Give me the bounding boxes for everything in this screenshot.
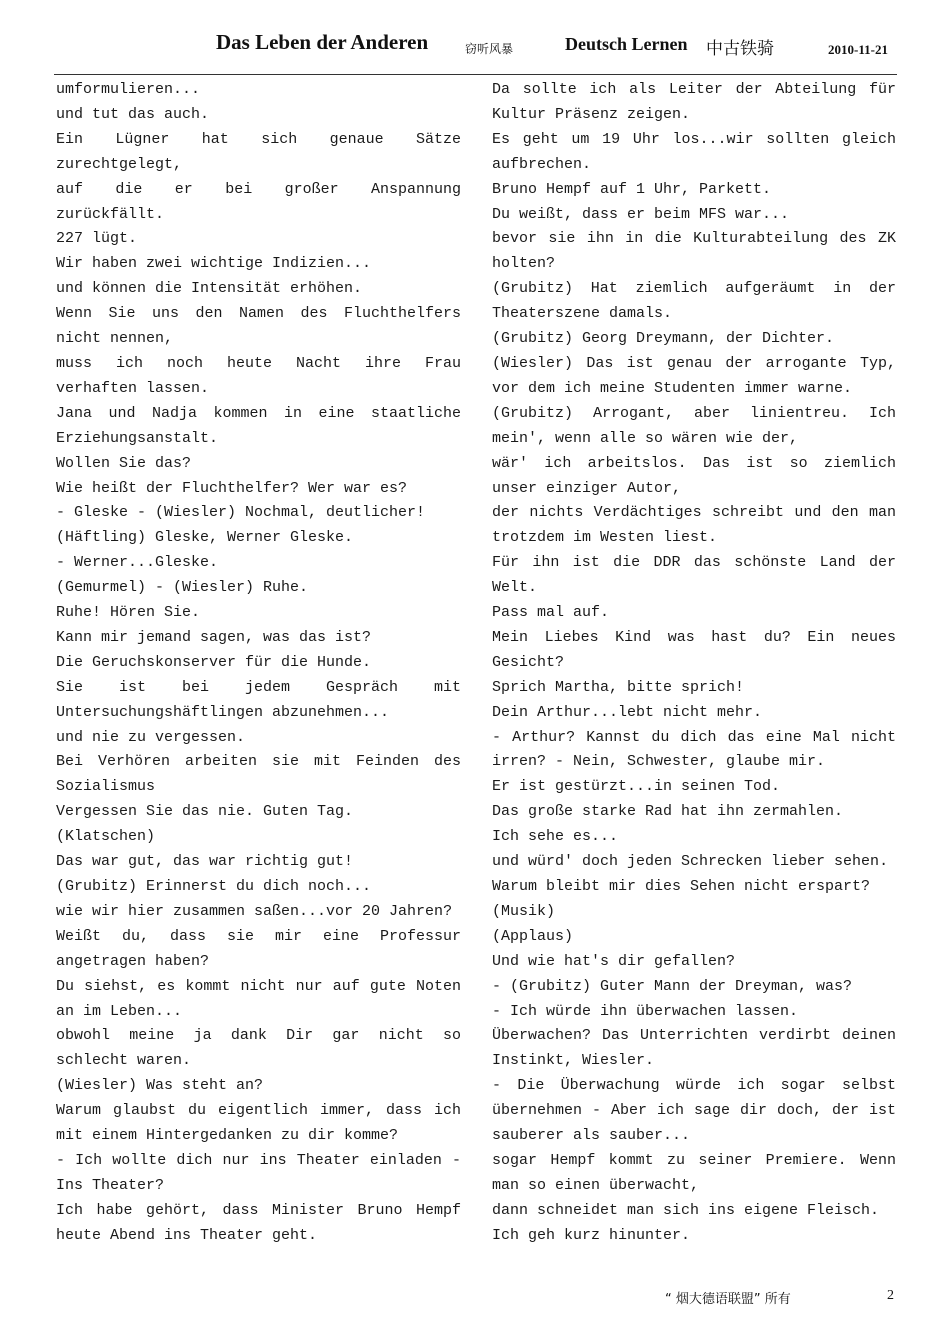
transcript-line: - Ich würde ihn überwachen lassen. (492, 1002, 799, 1020)
transcript-line: Vergessen Sie das nie. Guten Tag. (56, 803, 354, 821)
transcript-line: Pass mal auf. (492, 604, 610, 622)
transcript-line: und tut das auch. (56, 105, 210, 123)
transcript-line: Wenn Sie uns den Namen des Fluchthelfers nicht nennen, (56, 305, 461, 348)
transcript-line: Warum glaubst du eigentlich immer, dass ich mit einem Hintergedanken zu dir komme? (56, 1102, 461, 1145)
transcript-line: wie wir hier zusammen saßen...vor 20 Jahren? (56, 902, 453, 920)
transcript-line: Dein Arthur...lebt nicht mehr. (492, 703, 763, 721)
transcript-line: Weißt du, dass sie mir eine Professur angetragen haben? (56, 927, 461, 970)
transcript-line: (Grubitz) Georg Dreymann, der Dichter. (492, 330, 835, 348)
transcript-line: muss ich noch heute Nacht ihre Frau verhaften lassen. (56, 354, 461, 397)
transcript-line: Jana und Nadja kommen in eine staatliche Erziehungsanstalt. (56, 404, 461, 447)
transcript-line: Warum bleibt mir dies Sehen nicht erspart? (492, 878, 871, 895)
transcript-line: (Musik) (492, 902, 556, 920)
transcript-line: Ich habe gehört, dass Minister Bruno Hempf heute Abend ins Theater geht. (56, 1201, 461, 1244)
transcript-line: Ich sehe es... (492, 828, 619, 846)
transcript-line: Das große starke Rad hat ihn zermahlen. (492, 803, 844, 821)
transcript-line: umformulieren... (56, 81, 201, 98)
transcript-line: bevor sie ihn in die Kulturabteilung des ZK holten? (492, 230, 896, 273)
transcript-line: Überwachen? Das Unterrichten verdirbt deinen Instinkt, Wiesler. (492, 1027, 896, 1070)
transcript-line: dann schneidet man sich ins eigene Fleisch. (492, 1201, 880, 1219)
transcript-line: (Grubitz) Hat ziemlich aufgeräumt in der Theaterszene damals. (492, 280, 896, 323)
transcript-line: (Applaus) (492, 927, 574, 945)
transcript-line: Wie heißt der Fluchthelfer? Wer war es? (56, 479, 408, 497)
header-subtitle-chinese: 中古铁骑 (706, 39, 774, 59)
transcript-line: (Wiesler) Was steht an? (56, 1077, 264, 1095)
transcript-line: der nichts Verdächtiges schreibt und den man trotzdem im Westen liest. (492, 504, 896, 547)
transcript-line: (Grubitz) Arrogant, aber linientreu. Ich mein', wenn alle so wären wie der, (492, 404, 896, 447)
transcript-line: Bruno Hempf auf 1 Uhr, Parkett. (492, 180, 772, 198)
transcript-line: Mein Liebes Kind was hast du? Ein neues Gesicht? (492, 628, 896, 671)
transcript-line: Bei Verhören arbeiten sie mit Feinden des Sozialismus (56, 753, 461, 796)
transcript-line: Sprich Martha, bitte sprich! (492, 678, 745, 696)
footer-copyright: “ 烟大德语联盟” 所有 (665, 1292, 791, 1307)
header-subtitle: Deutsch Lernen (565, 34, 688, 54)
transcript-line: - Die Überwachung würde ich sogar selbst übernehmen - Aber ich sage dir doch, der ist sauberer als sauber... (492, 1077, 896, 1145)
transcript-line: sogar Hempf kommt zu seiner Premiere. Wenn man so einen überwacht, (492, 1151, 896, 1194)
transcript-line: Es geht um 19 Uhr los...wir sollten gleich aufbrechen. (492, 130, 896, 173)
right-text-column (492, 78, 896, 1249)
transcript-line: Die Geruchskonserver für die Hunde. (56, 653, 372, 671)
page-number: 2 (887, 1288, 894, 1303)
transcript-line: (Gemurmel) - (Wiesler) Ruhe. (56, 579, 309, 597)
transcript-line: Und wie hat's dir gefallen? (492, 952, 736, 970)
transcript-line: (Klatschen) (56, 828, 156, 846)
transcript-line: (Häftling) Gleske, Werner Gleske. (56, 529, 354, 547)
transcript-line: Ein Lügner hat sich genaue Sätze zurechtgelegt, (56, 130, 461, 173)
page-header (0, 0, 950, 80)
transcript-line: Das war gut, das war richtig gut! (56, 853, 354, 871)
transcript-line: obwohl meine ja dank Dir gar nicht so schlecht waren. (56, 1027, 461, 1070)
transcript-line: wär' ich arbeitslos. Das ist so ziemlich unser einziger Autor, (492, 454, 896, 497)
transcript-line: Sie ist bei jedem Gespräch mit Untersuchungshäftlingen abzunehmen... (56, 678, 461, 721)
transcript-line: Du weißt, dass er beim MFS war... (492, 205, 790, 223)
transcript-line: - Gleske - (Wiesler) Nochmal, deutlicher! (56, 504, 426, 522)
transcript-line: - Arthur? Kannst du dich das eine Mal nicht irren? - Nein, Schwester, glaube mir. (492, 728, 896, 771)
transcript-line: Er ist gestürzt...in seinen Tod. (492, 778, 781, 796)
header-divider (54, 74, 897, 75)
transcript-line: Für ihn ist die DDR das schönste Land der Welt. (492, 554, 896, 597)
transcript-line: auf die er bei großer Anspannung zurückfällt. (56, 180, 461, 223)
transcript-line: - (Grubitz) Guter Mann der Dreyman, was? (492, 977, 853, 995)
transcript-line: und würd' doch jeden Schrecken lieber sehen. (492, 853, 889, 871)
transcript-line: Wollen Sie das? (56, 454, 192, 472)
transcript-line: - Werner...Gleske. (56, 554, 219, 572)
document-title: Das Leben der Anderen (216, 30, 429, 54)
transcript-line: Wir haben zwei wichtige Indizien... (56, 255, 372, 273)
transcript-line: Ich geh kurz hinunter. (492, 1226, 691, 1244)
transcript-line: und können die Intensität erhöhen. (56, 280, 363, 298)
transcript-line: (Grubitz) Erinnerst du dich noch... (56, 878, 372, 895)
transcript-line: Du siehst, es kommt nicht nur auf gute Noten an im Leben... (56, 977, 461, 1020)
transcript-line: Da sollte ich als Leiter der Abteilung für Kultur Präsenz zeigen. (492, 81, 896, 123)
transcript-line: (Wiesler) Das ist genau der arrogante Typ, vor dem ich meine Studenten immer warne. (492, 354, 896, 397)
transcript-line: - Ich wollte dich nur ins Theater einladen - Ins Theater? (56, 1151, 461, 1194)
left-text-column (56, 78, 461, 1249)
document-title-chinese: 窃听风暴 (465, 42, 514, 56)
header-date: 2010-11-21 (828, 42, 888, 57)
transcript-line: Ruhe! Hören Sie. (56, 604, 201, 622)
transcript-line: und nie zu vergessen. (56, 728, 246, 746)
transcript-line: Kann mir jemand sagen, was das ist? (56, 628, 372, 646)
transcript-line: 227 lügt. (56, 230, 138, 248)
